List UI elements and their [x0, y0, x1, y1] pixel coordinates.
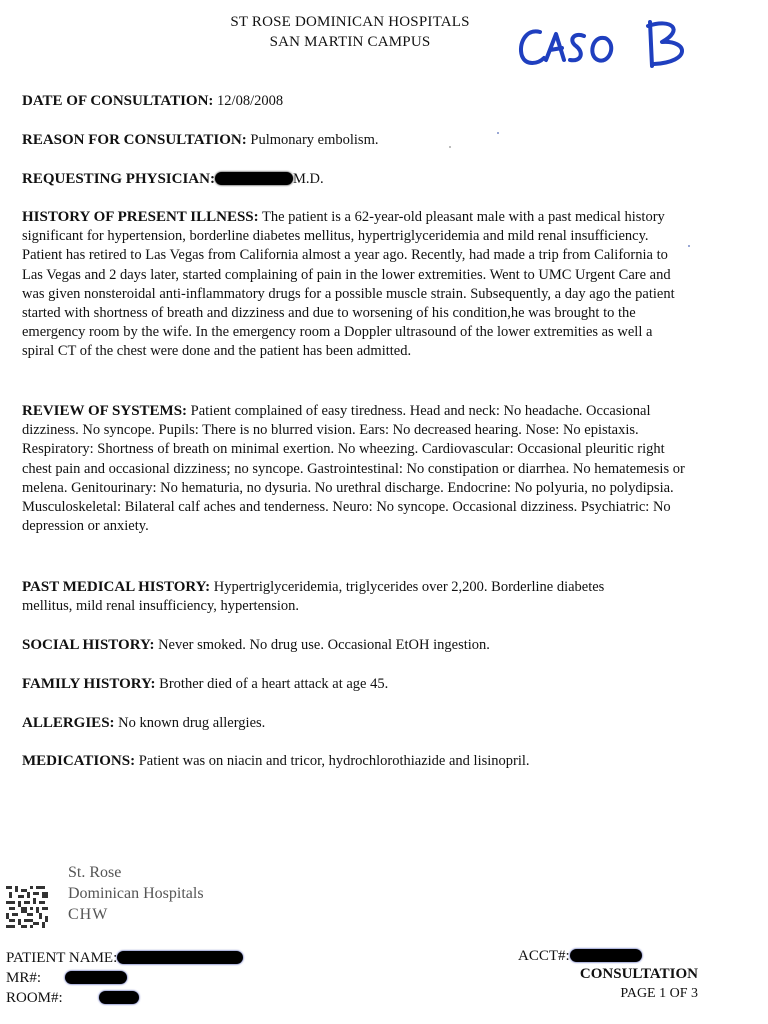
family-history: [22, 675, 682, 694]
ros-text: Patient complained of easy tiredness. Head and neck: No headache. Occasional dizziness. No syncope. Pupils: There is no blurred vision. Ears: No decreased hearing. Nose: No epistaxis. Respiratory: Shortness of breath on minimal exertion. No wheezing. Cardiovascular: Occasional pleuritic right chest pain and occasional dizziness; no syncope. Gastrointestinal: No constipation or diarrhea. No hematemesis or melena. Genitourinary: No hematuria, no dysuria. No urethral discharge. Endocrine: No polyuria, no polydipsia. Musculoskeletal: Bilateral calf aches and tenderness. Neuro: No syncope. Occasional dizziness. Psychiatric: No depression or anxiety.: [22, 403, 685, 535]
handwritten-note: [512, 14, 712, 74]
physician-label: REQUESTING PHYSICIAN:: [22, 171, 215, 187]
patient-name-label: PATIENT NAME:: [6, 950, 118, 966]
reason-value: Pulmonary embolism.: [250, 132, 379, 148]
reason-for-consultation: [22, 131, 682, 150]
document-type: CONSULTATION: [579, 966, 698, 982]
past-medical-history: [22, 578, 652, 616]
physician-suffix: M.D.: [292, 171, 324, 187]
acct-redaction: [570, 949, 642, 962]
logo-text: [68, 862, 204, 925]
allergies-label: ALLERGIES:: [22, 715, 115, 731]
history-of-present-illness: [22, 208, 686, 362]
room-label: ROOM#:: [6, 990, 63, 1006]
account-info: [518, 946, 708, 966]
medications: [22, 752, 682, 771]
hospital-header: [150, 12, 550, 52]
social-history: [22, 636, 682, 655]
reason-label: REASON FOR CONSULTATION:: [22, 132, 247, 148]
physician-name-redaction: [215, 172, 293, 185]
ros-label: REVIEW OF SYSTEMS:: [22, 403, 188, 419]
review-of-systems: [22, 402, 686, 536]
date-of-consultation: [22, 92, 682, 111]
date-label: DATE OF CONSULTATION:: [22, 93, 214, 109]
mr-redaction: [65, 971, 127, 984]
family-label: FAMILY HISTORY:: [22, 676, 156, 692]
pmh-text: Hypertriglyceridemia, triglycerides over 2,200. Borderline diabetes mellitus, mild renal insufficiency, hypertension.: [22, 579, 605, 615]
patient-info: [6, 948, 306, 1008]
medications-label: MEDICATIONS:: [22, 753, 136, 769]
patient-name-row: [6, 948, 306, 968]
mr-row: [6, 968, 306, 988]
pmh-label: PAST MEDICAL HISTORY:: [22, 579, 211, 595]
page-number: PAGE 1 OF 3: [620, 986, 698, 1001]
social-label: SOCIAL HISTORY:: [22, 637, 155, 653]
scan-speck: [688, 245, 690, 247]
barcode-icon: [6, 886, 48, 928]
room-row: [6, 988, 306, 1008]
logo-line-3: CHW: [68, 906, 109, 923]
logo-line-1: St. Rose: [68, 864, 122, 881]
mr-label: MR#:: [6, 970, 42, 986]
scan-speck: [449, 146, 451, 148]
hpi-label: HISTORY OF PRESENT ILLNESS:: [22, 209, 259, 225]
patient-name-redaction: [117, 951, 243, 964]
date-value: 12/08/2008: [217, 93, 284, 109]
hospital-name: ST ROSE DOMINICAN HOSPITALS: [230, 14, 470, 30]
allergies: [22, 714, 682, 733]
room-redaction: [99, 991, 139, 1004]
campus-name: SAN MARTIN CAMPUS: [269, 34, 431, 50]
acct-label: ACCT#:: [518, 948, 570, 964]
social-text: Never smoked. No drug use. Occasional EtOH ingestion.: [158, 637, 490, 653]
medications-text: Patient was on niacin and tricor, hydrochlorothiazide and lisinopril.: [138, 753, 530, 769]
handwritten-note-drawing: [512, 14, 712, 74]
allergies-text: No known drug allergies.: [118, 715, 266, 731]
hospital-logo: [6, 862, 246, 932]
hpi-text: The patient is a 62-year-old pleasant male with a past medical history significant for hypertension, borderline diabetes mellitus, hypertriglyceridemia and mild renal insufficiency. Patient has retired to Las Vegas from California almost a year ago. Recently, had made a trip from California to Las Vegas and 2 days later, started complaining of pain in the lower extremities. Went to UMC Urgent Care and was given nonsteroidal anti-inflammatory drugs for a possible muscle strain. Subsequently, a day ago the patient started with shortness of breath and dizziness and due to worsening of his condition,he was brought to the emergency room by the wife. In the emergency room a Doppler ultrasound of the lower extremities as well a spiral CT of the chest were done and the patient has been admitted.: [22, 209, 675, 360]
family-text: Brother died of a heart attack at age 45.: [159, 676, 389, 692]
scan-speck: [497, 132, 499, 134]
requesting-physician: [22, 170, 682, 189]
logo-line-2: Dominican Hospitals: [68, 885, 204, 902]
